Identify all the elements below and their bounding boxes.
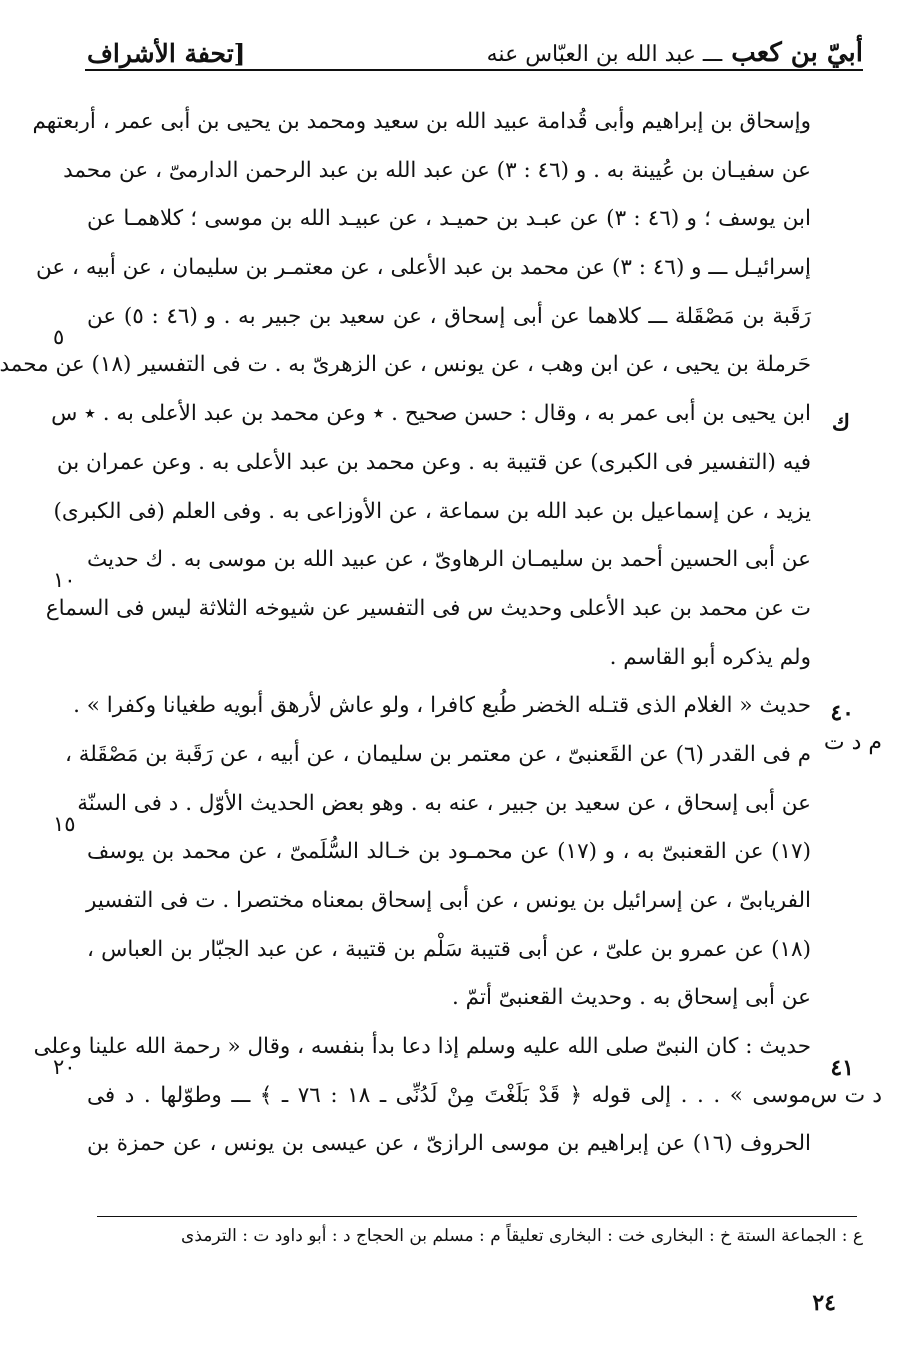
footnote-rule [97,1216,857,1217]
book-page [1,0,922,1365]
text-line: موسى » . . . إلى قوله ﴿ قَدْ بَلَغْتَ مِنْ لَدُنِّى ـ ١٨ : ٧٦ ـ ﴾ ـــ وطوّلها . د فى [87,1082,811,1108]
text-line: عن سفيـان بن عُيينة به . و (٤٦ : ٣) عن عبد الله بن عبد الرحمن الدارمىّ ، عن محمد [63,157,811,183]
text-line: حَرملة بن يحيى ، عن ابن وهب ، عن يونس ، عن الزهرىّ به . ت فى التفسير (١٨) عن محمد [0,352,811,378]
text-line: ابن يحيى بن أبى عمر به ، وقال : حسن صحيح . ٭ وعن محمد بن عبد الأعلى به . ٭ س [51,401,811,427]
text-line: رَقَبة بن مَصْقَلة ـــ كلاهما عن أبى إسحاق ، عن سعيد بن جبير به . و (٤٦ : ٥) عن [87,303,811,329]
hadith-number: ٤٠ [830,700,854,726]
line-number: ١٥ [53,812,76,836]
text-line: (١٧) عن القعنبىّ به ، و (١٧) عن محمـود بن خـالد السُّلَمىّ ، عن محمد بن يوسف [87,839,811,865]
text-line: ت عن محمد بن عبد الأعلى وحديث س فى التفسير عن شيوخه الثلاثة ليس فى السماع [45,595,811,621]
page-number: ٢٤ [812,1290,836,1316]
header-chapter-sub: ـــ عبد الله بن العبّاس عنه [486,42,723,67]
text-line: ابن يوسف ؛ و (٤٦ : ٣) عن عبـد بن حميـد ، عن عبيـد الله بن موسى ؛ كلاهمـا عن [87,206,811,232]
text-line: عن أبى إسحاق ، عن سعيد بن جبير ، عنه به . وهو بعض الحديث الأوّل . د فى السنّة [77,790,811,816]
text-line: إسرائيـل ـــ و (٤٦ : ٣) عن محمد بن عبد الأعلى ، عن معتمـر بن سليمان ، عن أبيه ، عن [36,255,811,281]
hadith-heading-line: حديث : كان النبىّ صلى الله عليه وسلم إذا دعا بدأ بنفسه ، وقال « رحمة الله علينا وعلى [33,1034,811,1060]
text-line: عن أبى الحسين أحمد بن سليمـان الرهاوىّ ، عن عبيد الله بن موسى به . ك حديث [87,547,811,573]
sigla-key-footnote: ع : الجماعة الستة خ : البخارى خت : البخارى تعليقاً م : مسلم بن الحجاج د : أبو داود ت : الترمذى [181,1226,863,1246]
line-number: ٢٠ [53,1055,76,1079]
text-line: وإسحاق بن إبراهيم وأبى قُدامة عبيد الله بن سعيد ومحمد بن يحيى بن أبى عمر ، أربعتهم [32,109,811,134]
header-chapter-main: أبيّ بن كعب [731,38,863,68]
line-number: ١٠ [53,568,76,592]
text-line: الفريابىّ ، عن إسرائيل بن يونس ، عن أبى إسحاق بمعناه مختصرا . ت فى التفسير [85,888,811,913]
hadith-heading-line: حديث « الغلام الذى قتـله الخضر طُبع كافرا ، ولو عاش لأرهق أبويه طغيانا وكفرا » . [73,693,811,719]
text-line: الحروف (١٦) عن إبراهيم بن موسى الرازىّ ، عن عيسى بن يونس ، عن حمزة بن [87,1131,811,1157]
text-line: يزيد ، عن إسماعيل بن عبد الله بن سماعة ، عن الأوزاعى به . وفى العلم (فى الكبرى) [53,498,811,524]
header-chapter-title [487,38,863,68]
hadith-sigla: م د ت [823,730,882,755]
line-number: ٥ [53,325,65,349]
running-header [87,26,863,68]
text-line: (١٨) عن عمرو بن علىّ ، عن أبى قتيبة سَلْم بن قتيبة ، عن عبد الجبّار بن العباس ، [87,936,811,962]
hadith-number: ٤١ [830,1055,854,1081]
margin-siglum: ك [831,410,850,436]
text-line: فيه (التفسير فى الكبرى) عن قتيبة به . وعن محمد بن عبد الأعلى به . وعن عمران بن [56,449,811,475]
header-rule [85,69,863,71]
text-line: ولم يذكره أبو القاسم . [609,644,811,670]
header-book-title: [تحفة الأشراف [87,39,246,68]
hadith-sigla: د ت س [810,1083,882,1108]
text-line: عن أبى إسحاق به . وحديث القعنبىّ أتمّ . [451,985,811,1011]
text-line: م فى القدر (٦) عن القَعنبىّ ، عن معتمر بن سليمان ، عن أبيه ، عن رَقَبة بن مَصْقَلة ، [64,741,811,767]
